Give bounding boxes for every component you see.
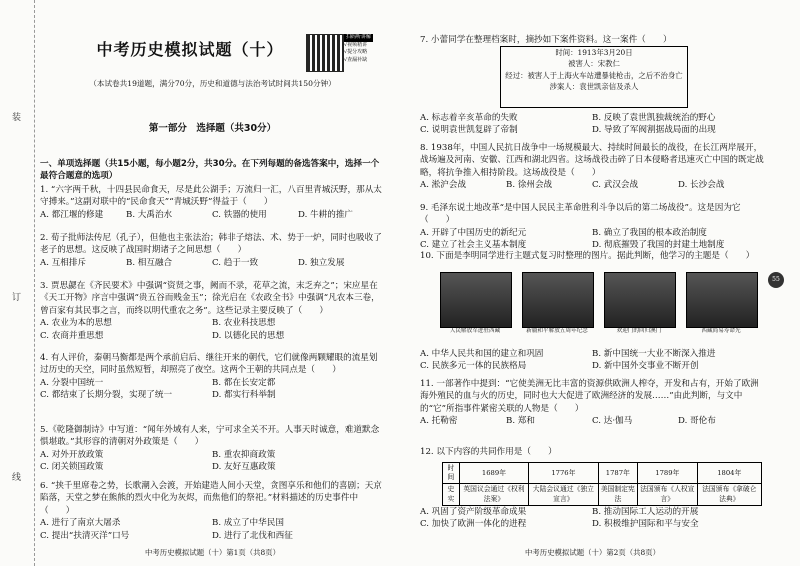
qr-info: [344, 34, 384, 70]
option[interactable]: A. 中华人民共和国的建立和巩固: [420, 349, 544, 359]
table-cell: 史实: [443, 484, 460, 505]
title-row: [40, 38, 340, 61]
doc-line: 被害人：宋教仁: [568, 59, 620, 69]
photo-caption: 欢迎门的回归澳门: [616, 328, 662, 334]
option[interactable]: D. 长沙会战: [678, 180, 725, 191]
option[interactable]: A. 巩固了资产阶级革命成果: [420, 507, 527, 517]
doc-line: 涉案人：袁世凯亲信及杀人: [549, 82, 639, 92]
option[interactable]: B. 重农抑商政策: [212, 449, 276, 460]
option[interactable]: A. 互相排斥: [40, 257, 87, 268]
question-9: [420, 202, 765, 252]
section-heading: 一、单项选择题（共15小题，每小题2分，共30分。在下列每题的备选答案中，选择一个最符合题意的选项）: [40, 159, 380, 182]
question-5: [40, 424, 385, 474]
option[interactable]: A. 开辟了中国历史的新纪元: [420, 227, 527, 238]
question-options: [420, 348, 765, 373]
photo-caption: 人民解放军进驻西藏: [449, 328, 501, 334]
option[interactable]: C. 加快了欧洲一体化的进程: [420, 519, 527, 530]
option[interactable]: A. 进行了南京大屠杀: [40, 518, 121, 529]
option[interactable]: B. 推动国际工人运动的开展: [592, 507, 699, 517]
question-stem: 2. 荀子批师法传尼（孔子），但他也主张法治；韩非子熔法、术、势于一炉，同时也吸收了老子的思想。这反映了战国时期诸子之间思想（ ）: [40, 233, 382, 256]
question-stem: 5.《乾隆御制诗》中写道：“闻年外域有人来，宁可求全关不开。人事天时诚意，难道默念惧堪敢。”其形容的清朝对外政策是（ ）: [40, 425, 380, 448]
question-options: [420, 506, 765, 531]
page-footer: 中考历史模拟试题（十）第2页（共8页）: [524, 548, 661, 557]
question-6: [40, 480, 385, 542]
table-cell: 1689年: [459, 463, 528, 484]
question-stem: 12. 以下内容的共同作用是（ ）: [420, 447, 557, 457]
option[interactable]: D. 彻底摧毁了我国的封建土地制度: [592, 240, 725, 251]
question-options: [40, 209, 385, 221]
question-options: [420, 415, 765, 427]
option[interactable]: D. 以德化民的思想: [212, 330, 285, 341]
option[interactable]: D. 积极维护国际和平与安全: [592, 519, 699, 530]
qr-line: √查漏补缺: [344, 56, 368, 63]
question-stem: 3. 贾思勰在《齐民要术》中强调“资贤之事，阙而不录，花草之流，末乏弃之”；宋应星在《天工开物》序言中强调“贵五谷而贱金玉”；徐光启在《农政全书》中强调“凡农本三卷，曾百家有其民事之言，而终以明代重农之务”。这些记录主要反映了（ ）: [40, 281, 380, 316]
option[interactable]: D. 进行了北伐和西征: [212, 530, 293, 541]
question-options: [40, 377, 385, 402]
option[interactable]: D. 哥伦布: [678, 416, 716, 427]
question-options: [40, 517, 385, 542]
option[interactable]: C. 武汉会战: [592, 180, 639, 191]
question-options: [40, 257, 385, 269]
option[interactable]: A. 对外开放政策: [40, 449, 104, 460]
option[interactable]: C. 达·伽马: [592, 416, 633, 427]
option[interactable]: D. 新中国外交事业不断开创: [592, 361, 699, 372]
question-3: [40, 280, 385, 342]
question-12-options: [420, 506, 765, 531]
part-heading: 第一部分 选择题（共30分）: [148, 123, 277, 134]
table-cell: 法国颁布《人权宣言》: [638, 484, 697, 505]
table-cell: 1776年: [529, 463, 598, 484]
photo: [440, 272, 512, 328]
question-10: [420, 250, 765, 262]
table-cell: 1804年: [697, 463, 761, 484]
option[interactable]: B. 大禹治水: [126, 209, 173, 220]
question-stem: 1. “六字两千秋，十四县民命食天，尽是此公湖手；万流归一汇，八百里青城沃野，那从太守搏来。”这副对联中的“民命食天”“青城沃野”得益于（ ）: [40, 185, 382, 208]
photo: [604, 272, 676, 328]
question-12: [420, 446, 765, 458]
timeline-table: [442, 462, 762, 506]
table-cell: 1787年: [598, 463, 638, 484]
table-cell: 大陆会议通过《独立宣言》: [529, 484, 598, 505]
option[interactable]: D. 导致了军阀割据战局面的出现: [592, 125, 716, 136]
page-badge: 55: [768, 272, 784, 288]
option[interactable]: C. 提出“扶清灭洋”口号: [40, 530, 130, 541]
table-cell: 法国颁布《拿破仑法典》: [697, 484, 761, 505]
option[interactable]: B. 确立了我国的根本政治制度: [592, 227, 707, 238]
option[interactable]: C. 闭关锁国政策: [40, 462, 104, 473]
case-document: [500, 46, 688, 108]
option[interactable]: B. 徐州会战: [506, 180, 553, 191]
qr-tag: 扫码听讲解: [346, 34, 372, 40]
qr-code-icon[interactable]: [306, 34, 344, 72]
question-options: [40, 317, 385, 342]
margin-char: 装: [12, 113, 22, 123]
option[interactable]: B. 相互融合: [126, 257, 173, 268]
photo: [686, 272, 758, 328]
question-7: [420, 34, 765, 46]
option[interactable]: B. 新中国统一大业不断深入推进: [592, 349, 716, 359]
question-options: [420, 227, 765, 252]
option[interactable]: A. 标志着辛亥革命的失败: [420, 113, 518, 123]
option[interactable]: B. 郑和: [506, 416, 535, 427]
question-stem: 8. 1938年，中国人民抗日战争中一场规模最大、持续时间最长的战役，在长江两岸展开，战场遍及河南、安徽、江西和湖北四省。这场战役击碎了日本侵略者迅速灭亡中国的既定战略，将抗争推入相持阶段。这场战役是（ ）: [420, 143, 764, 178]
option[interactable]: D. 友好互惠政策: [212, 462, 276, 473]
option[interactable]: B. 都在长安定都: [212, 377, 276, 388]
option[interactable]: C. 民族多元一体的民族格局: [420, 361, 527, 372]
option[interactable]: A. 都江堰的修建: [40, 209, 104, 220]
question-stem: 9. 毛泽东说土地改革“是中国人民民主革命胜利斗争以后的第二场战役”。这是因为它（ ）: [420, 203, 741, 226]
left-page: [40, 0, 385, 566]
option[interactable]: C. 铁器的使用: [212, 209, 267, 220]
table-cell: 时间: [443, 463, 460, 484]
doc-line: 时间：1913年3月20日: [555, 48, 633, 57]
margin-char: 线: [12, 473, 22, 483]
photo-caption: 新疆和平解放五周年纪念: [526, 328, 588, 334]
photo: [522, 272, 594, 328]
exam-note: （本试卷共19道题，满分70分，历史和道德与法治考试时间共150分钟）: [89, 79, 336, 88]
option[interactable]: D. 牛耕的推广: [298, 209, 354, 220]
question-10-options: [420, 348, 765, 373]
question-options: [420, 179, 765, 191]
table-row: [443, 463, 762, 484]
option[interactable]: A. 淞沪会战: [420, 180, 467, 191]
question-1: [40, 184, 385, 221]
option[interactable]: B. 成立了中华民国: [212, 518, 284, 529]
table-row: [443, 484, 762, 505]
binding-margin: [0, 0, 35, 566]
option[interactable]: C. 农商并重思想: [40, 330, 104, 341]
option[interactable]: C. 建立了社会主义基本制度: [420, 240, 527, 251]
photo-strip: [440, 272, 760, 342]
option[interactable]: C. 都结束了长期分裂，实现了统一: [40, 390, 173, 401]
option[interactable]: D. 独立发展: [298, 257, 345, 268]
question-stem: 7. 小蕾同学在整理档案时，摘抄如下案件资料。这一案件（ ）: [420, 35, 672, 45]
question-11: [420, 378, 765, 428]
question-2: [40, 232, 385, 269]
question-stem: 10. 下面是李明同学进行主题式复习时整理的图片。据此判断，他学习的主题是（ ）: [420, 251, 755, 261]
table-cell: 1789年: [638, 463, 697, 484]
table-cell: 美国制定宪法: [598, 484, 638, 505]
question-stem: 4. 有人评价，秦朝马衡都是两个承前启后、继往开来的朝代，它们就像两颗耀眼的流星划过历史的天空，同时虽然短暂，却照亮了夜空。这两个王朝的共同点是（ ）: [40, 353, 378, 376]
question-stem: 11. 一部著作中提到：“它使美洲无比丰富的资源供欧洲人榨夺，开发和占有，开始了欧洲海外殖民的血与火的历史，同时也大大促进了欧洲经济的发展……”由此判断，与文中的“它”所指事件紧密关联的人物是（ ）: [420, 379, 759, 414]
question-7-options: [420, 112, 765, 137]
question-options: [420, 112, 765, 137]
option[interactable]: B. 农业科技思想: [212, 318, 276, 329]
page-footer: 中考历史模拟试题（十）第1页（共8页）: [144, 548, 281, 557]
doc-line: 经过：被害人于上海火车站遭暴徒枪击，之后不治身亡: [505, 70, 683, 80]
option[interactable]: C. 趋于一致: [212, 257, 259, 268]
question-8: [420, 142, 765, 192]
page-title: 中考历史模拟试题（十）: [96, 40, 284, 59]
table-cell: 英国议会通过《权利法案》: [459, 484, 528, 505]
question-stem: 6. “挟千里席卷之势，长歌潮入会渡，开始建造人间小天堂，贪图享乐和他们的喜剧；天京陷落，天堂之梦在熊熊的烈火中化为灰烬，而焦他们的祭祀。”材料描述的历史事件中（ ）: [40, 481, 382, 516]
option[interactable]: A. 托勒密: [420, 416, 458, 427]
option[interactable]: A. 分裂中国统一: [40, 377, 104, 388]
option[interactable]: D. 都实行科举制: [212, 390, 276, 401]
question-options: [40, 449, 385, 474]
option[interactable]: A. 农业为本的思想: [40, 318, 112, 329]
photo-caption: 西藏简易寿命光: [701, 328, 741, 334]
qr-line: √视频精讲: [344, 41, 368, 48]
option[interactable]: B. 反映了袁世凯独裁统治的野心: [592, 113, 716, 123]
question-4: [40, 352, 385, 402]
option[interactable]: C. 说明袁世凯复辟了帝制: [420, 125, 518, 136]
margin-char: 订: [12, 293, 22, 303]
right-page: [420, 0, 765, 566]
qr-line: √提分攻略: [344, 49, 368, 55]
